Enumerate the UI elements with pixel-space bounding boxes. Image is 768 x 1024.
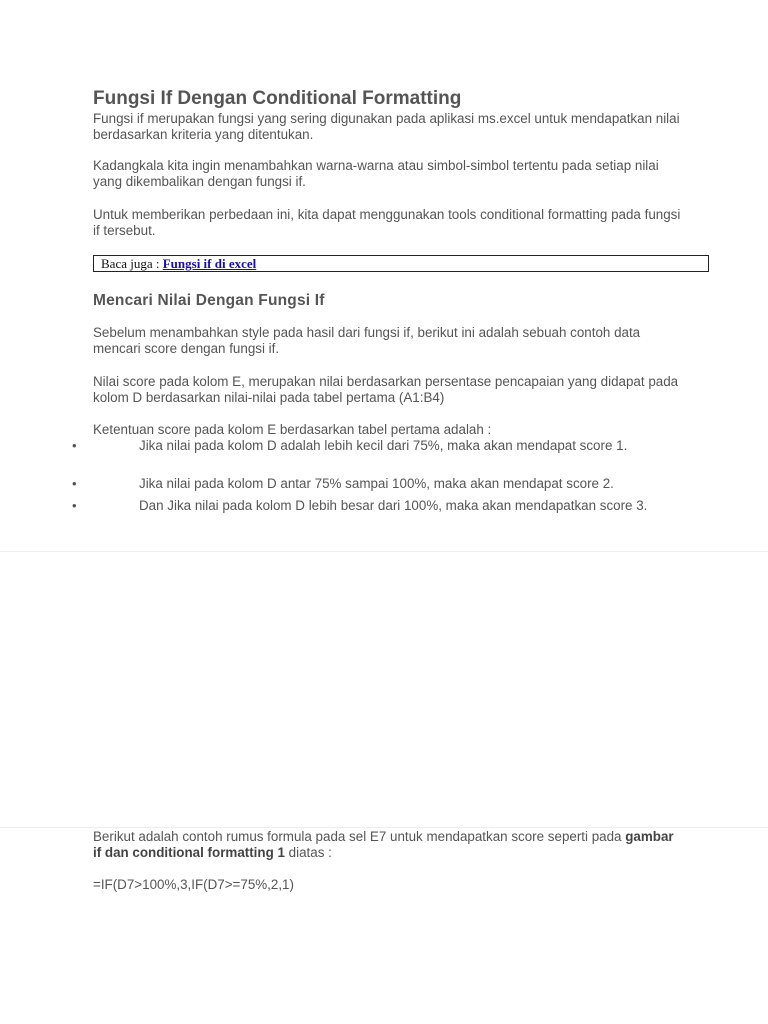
baca-juga-box: [93, 255, 709, 272]
formula-intro-paragraph: [93, 829, 683, 861]
section-paragraph-3: Ketentuan score pada kolom E berdasarkan tabel pertama adalah :: [93, 422, 492, 437]
section-paragraph-1: Sebelum menambahkan style pada hasil dari fungsi if, berikut ini adalah sebuah contoh data mencari score dengan fungsi if.: [93, 325, 641, 356]
list-item-text: Dan Jika nilai pada kolom D lebih besar dari 100%, maka akan mendapatkan score 3.: [139, 498, 648, 513]
intro-paragraph-2: Kadangkala kita ingin menambahkan warna-warna atau simbol-simbol tertentu pada setiap nilai yang dikembalikan dengan fungsi if.: [93, 158, 659, 189]
bullet-icon: •: [72, 498, 77, 513]
list-item-text: Jika nilai pada kolom D antar 75% sampai 100%, maka akan mendapat score 2.: [139, 476, 614, 491]
baca-juga-link[interactable]: Fungsi if di excel: [162, 256, 257, 271]
list-item: [72, 498, 673, 514]
list-item-text: Jika nilai pada kolom D adalah lebih kecil dari 75%, maka akan mendapat score 1.: [139, 438, 628, 453]
formula-text: =IF(D7>100%,3,IF(D7>=75%,2,1): [93, 877, 294, 892]
bullet-icon: •: [72, 476, 77, 491]
intro-paragraph-1: Fungsi if merupakan fungsi yang sering digunakan pada aplikasi ms.excel untuk mendapatkan nilai berdasarkan kriteria yang ditentukan.: [93, 111, 680, 142]
formula-intro-text-end: diatas :: [284, 845, 332, 860]
list-item: [72, 476, 673, 492]
page-divider-bottom: [0, 827, 768, 828]
bullet-icon: •: [72, 438, 77, 453]
formula-intro-figure-ref: gambar if dan conditional formatting 1: [93, 829, 674, 860]
formula-intro-text: Berikut adalah contoh rumus formula pada sel E7 untuk mendapatkan score seperti pada: [93, 829, 626, 844]
section-heading: Mencari Nilai Dengan Fungsi If: [93, 292, 325, 309]
section-paragraph-2: Nilai score pada kolom E, merupakan nilai berdasarkan persentase pencapaian yang didapat pada kolom D berdasarkan nilai-nilai pada tabel pertama (A1:B4): [93, 374, 679, 405]
baca-juga-label: Baca juga :: [101, 256, 163, 271]
intro-paragraph-3: Untuk memberikan perbedaan ini, kita dapat menggunakan tools conditional formatting pada fungsi if tersebut.: [93, 207, 681, 238]
list-item: [72, 438, 673, 454]
page-title: Fungsi If Dengan Conditional Formatting: [93, 88, 462, 109]
page-divider-top: [0, 551, 768, 552]
